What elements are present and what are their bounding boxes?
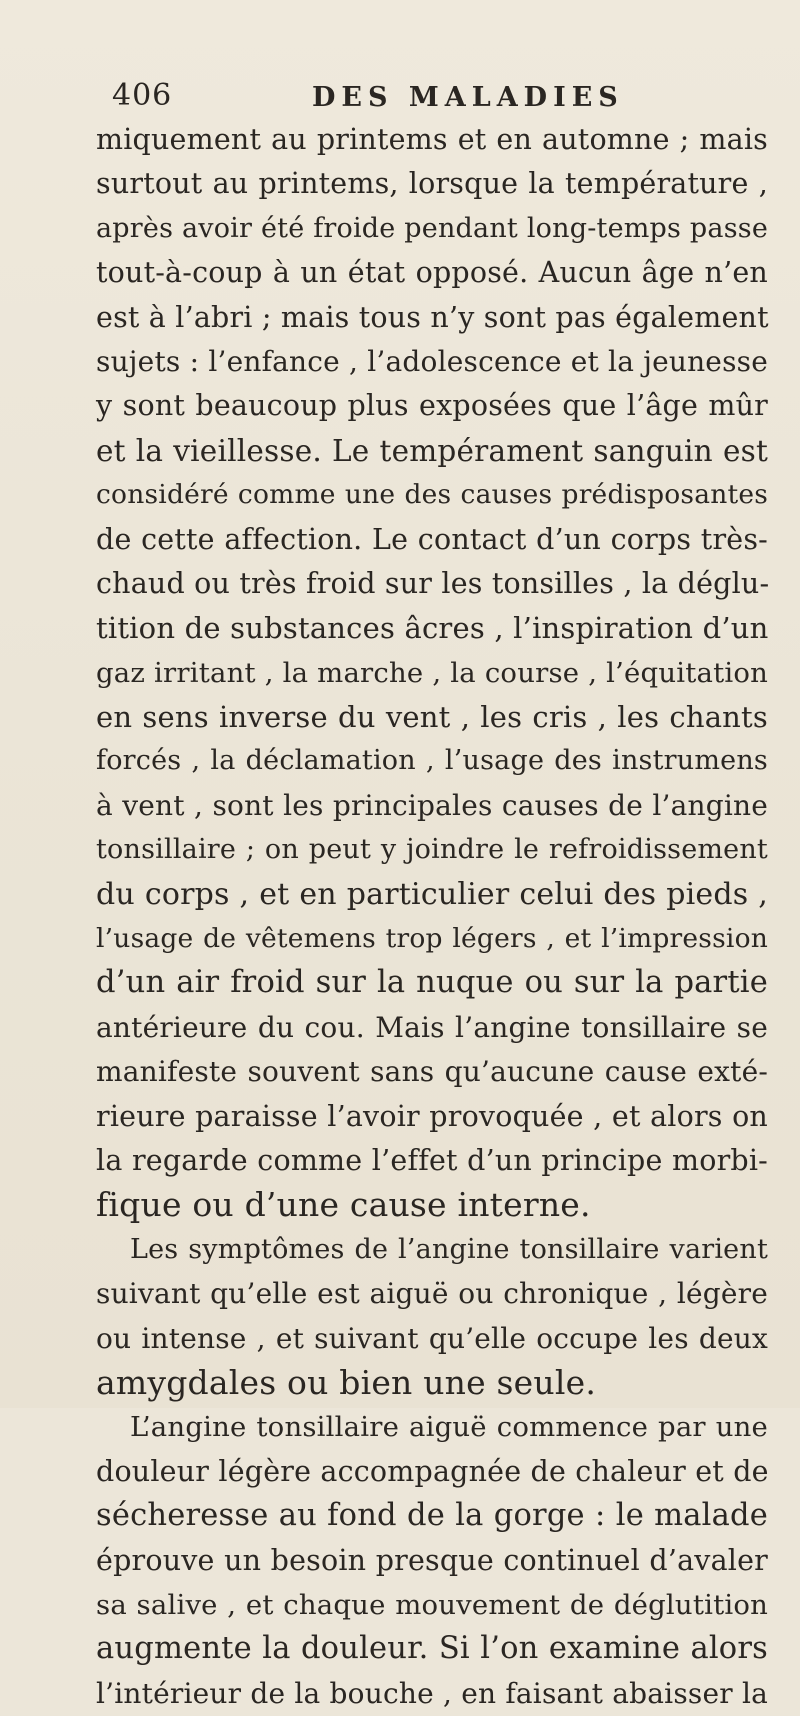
body-text [96,118,768,1716]
text-line: est à l’abri ; mais tous n’y sont pas également [96,300,769,334]
page-header [112,74,772,118]
text-line: à vent , sont les principales causes de l’angine [96,788,768,822]
text-line: miquement au printems et en automne ; mais [96,123,768,156]
text-line: d’un air froid sur la nuque ou sur la partie [96,965,768,1001]
text-line: douleur légère accompagnée de chaleur et de [96,1454,769,1488]
text-line: sécheresse au fond de la gorge : le malade [96,1498,768,1534]
paragraph-end-line: amygdales ou bien une seule. [96,1362,597,1402]
paragraph-start-line: L’angine tonsillaire aiguë commence par une [130,1411,768,1444]
text-line: surtout au printems, lorsque la température , [96,167,768,201]
text-line: augmente la douleur. Si l’on examine alors [96,1631,768,1667]
text-line: tition de substances âcres , l’inspiration d’un [96,611,769,646]
text-line: de cette affection. Le contact d’un corps très- [96,522,768,556]
text-line: la regarde comme l’effet d’un principe morbi- [96,1143,768,1177]
text-line: du corps , et en particulier celui des pieds , [96,876,768,912]
page-number: 406 [112,78,173,113]
paragraph-start-line: Les symptômes de l’angine tonsillaire varient [130,1233,768,1265]
text-line: tout-à-coup à un état opposé. Aucun âge n’en [96,256,768,290]
text-line: l’usage de vêtemens trop légers , et l’impression [96,923,768,955]
text-line: suivant qu’elle est aiguë ou chronique , légère [96,1277,768,1311]
text-line: après avoir été froide pendant long-temps passe [96,212,768,244]
running-title: DES MALADIES [312,82,624,113]
text-line: l’intérieur de la bouche , en faisant abaisser la [96,1676,768,1710]
text-line: antérieure du cou. Mais l’angine tonsillaire se [96,1010,768,1044]
text-line: y sont beaucoup plus exposées que l’âge mûr [96,389,768,423]
text-line: ou intense , et suivant qu’elle occupe les deux [96,1321,768,1355]
text-line: éprouve un besoin presque continuel d’avaler [96,1543,768,1577]
text-line: gaz irritant , la marche , la course , l’équitation [96,656,768,689]
text-line: en sens inverse du vent , les cris , les chants [96,700,768,735]
text-line: considéré comme une des causes prédisposantes [96,479,768,511]
paragraph-end-line: fique ou d’une cause interne. [96,1185,591,1225]
text-line: et la vieillesse. Le tempérament sanguin est [96,433,768,468]
text-line: rieure paraisse l’avoir provoquée , et alors on [96,1099,768,1133]
text-line: sujets : l’enfance , l’adolescence et la jeunesse [96,344,768,378]
text-line: forcés , la déclamation , l’usage des instrumens [96,745,768,777]
text-line: tonsillaire ; on peut y joindre le refroidissement [96,834,768,866]
text-line: sa salive , et chaque mouvement de déglutition [96,1588,768,1621]
text-line: chaud ou très froid sur les tonsilles , la déglu- [96,566,770,600]
text-line: manifeste souvent sans qu’aucune cause exté- [96,1055,768,1089]
